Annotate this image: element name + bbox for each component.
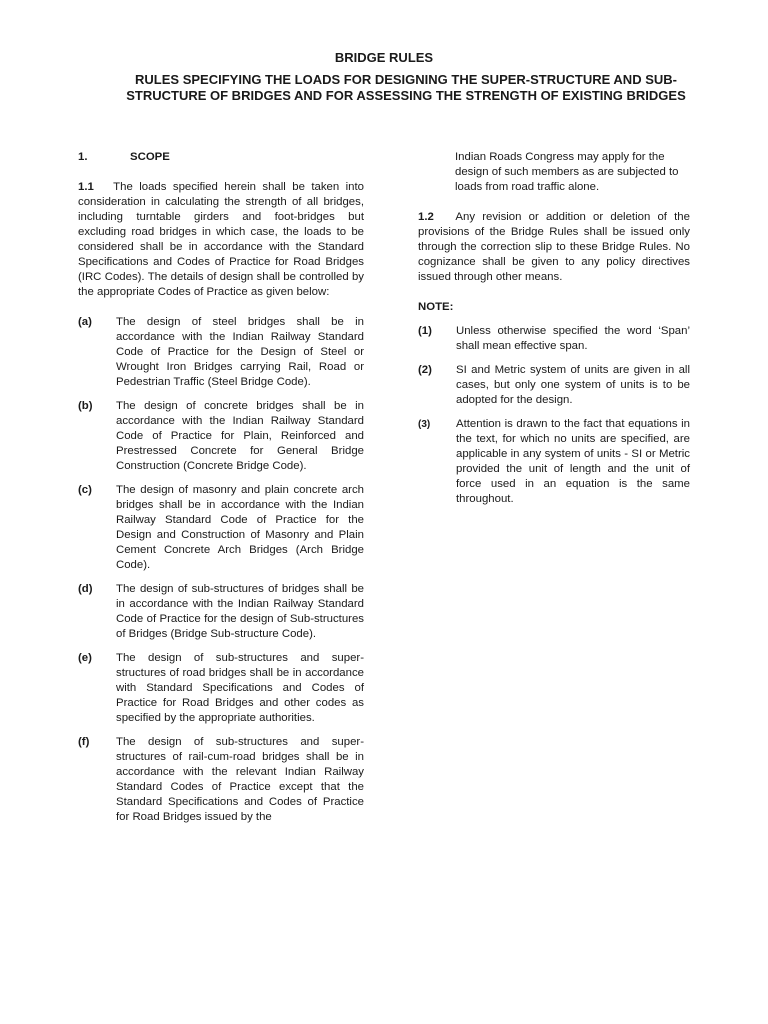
section-number: 1. xyxy=(78,151,88,163)
list-item xyxy=(78,399,364,474)
list-item-text: The design of sub-structures and super-structures of rail-cum-road bridges shall be in accordance with the relevant Indian Railway Standard Codes of Practice except that the Standard Specifications and Codes of Practice for Road Bridges issued by the xyxy=(116,736,364,823)
list-item-label: (e) xyxy=(78,652,92,664)
list-item-text: The design of masonry and plain concrete arch bridges shall be in accordance with the Indian Railway Standard Code of Practice for the Design and Construction of Masonry and Plain Cement Concrete Arch Bridges (Arch Bridge Code). xyxy=(116,484,364,571)
note-item-text: Unless otherwise specified the word ‘Span’ shall mean effective span. xyxy=(456,325,690,352)
document-title: BRIDGE RULES xyxy=(334,50,434,65)
note-item-label: (3) xyxy=(418,419,431,430)
scope-heading xyxy=(78,150,364,165)
section-heading: SCOPE xyxy=(130,151,170,163)
paragraph-number: 1.1 xyxy=(78,181,94,193)
note-item-text: Attention is drawn to the fact that equations in the text, for which no units are specified, are applicable in any system of units - SI or Metric provided the unit of length and the unit of force used in an equation is the same throughout. xyxy=(456,418,690,505)
list-item-text: The design of sub-structures and super-structures of road bridges shall be in accordance with Standard Specifications and Codes of Practice for Road Bridges and other codes as specified by the appropriate authorities. xyxy=(116,652,364,724)
list-item-label: (d) xyxy=(78,583,93,595)
paragraph-text: The loads specified herein shall be taken into consideration in calculating the strength of all bridges, including turntable girders and foot-bridges but excluding road bridges in which case, the loads to be considered shall be in accordance with the Standard Specifications and Codes of Practice for Road Bridges (IRC Codes). The details of design shall be controlled by the appropriate Codes of Practice as given below: xyxy=(78,181,364,298)
list-item-continuation: Indian Roads Congress may apply for the design of such members as are subjected to loads from road traffic alone. xyxy=(455,151,679,193)
note-item-label: (2) xyxy=(418,364,432,376)
left-column xyxy=(78,150,364,834)
list-item xyxy=(78,582,364,642)
list-item-label: (c) xyxy=(78,484,92,496)
list-item xyxy=(78,483,364,573)
right-column xyxy=(418,150,690,516)
list-item-text: The design of sub-structures of bridges shall be in accordance with the Indian Railway Standard Code of Practice for the design of Sub-structures of Bridges (Bridge Sub-structure Code). xyxy=(116,583,364,640)
list-item xyxy=(78,315,364,390)
list-item-text: The design of concrete bridges shall be in accordance with the Indian Railway Standard Code of Practice for Plain, Reinforced and Prestressed Concrete for General Bridge Construction (Concrete Bridge Code). xyxy=(116,400,364,472)
note-item xyxy=(418,363,690,408)
note-item xyxy=(418,417,690,507)
paragraph-text: Any revision or addition or deletion of the provisions of the Bridge Rules shall be issued only through the correction slip to these Bridge Rules. No cognizance shall be given to any policy directives issued through other means. xyxy=(418,211,690,283)
paragraph-number: 1.2 xyxy=(418,211,434,223)
note-item xyxy=(418,324,690,354)
list-item-label: (f) xyxy=(78,736,90,748)
list-item xyxy=(78,735,364,825)
list-item-label: (b) xyxy=(78,400,93,412)
note-item-text: SI and Metric system of units are given in all cases, but only one system of units is to be adopted for the design. xyxy=(456,364,690,406)
note-heading: NOTE: xyxy=(418,301,454,313)
list-item xyxy=(78,651,364,726)
note-item-label: (1) xyxy=(418,325,432,337)
list-item-label: (a) xyxy=(78,316,92,328)
paragraph-1-1 xyxy=(78,180,364,300)
list-item-text: The design of steel bridges shall be in accordance with the Indian Railway Standard Code of Practice for the Design of Steel or Wrought Iron Bridges carrying Rail, Road or Pedestrian Traffic (Steel Bridge Code). xyxy=(116,316,364,388)
paragraph-1-2 xyxy=(418,210,690,285)
document-subtitle: RULES SPECIFYING THE LOADS FOR DESIGNING THE SUPER-STRUCTURE AND SUB-STRUCTURE OF BRIDGES AND FOR ASSESSING THE STRENGTH OF EXISTING BRIDGES xyxy=(126,72,686,103)
